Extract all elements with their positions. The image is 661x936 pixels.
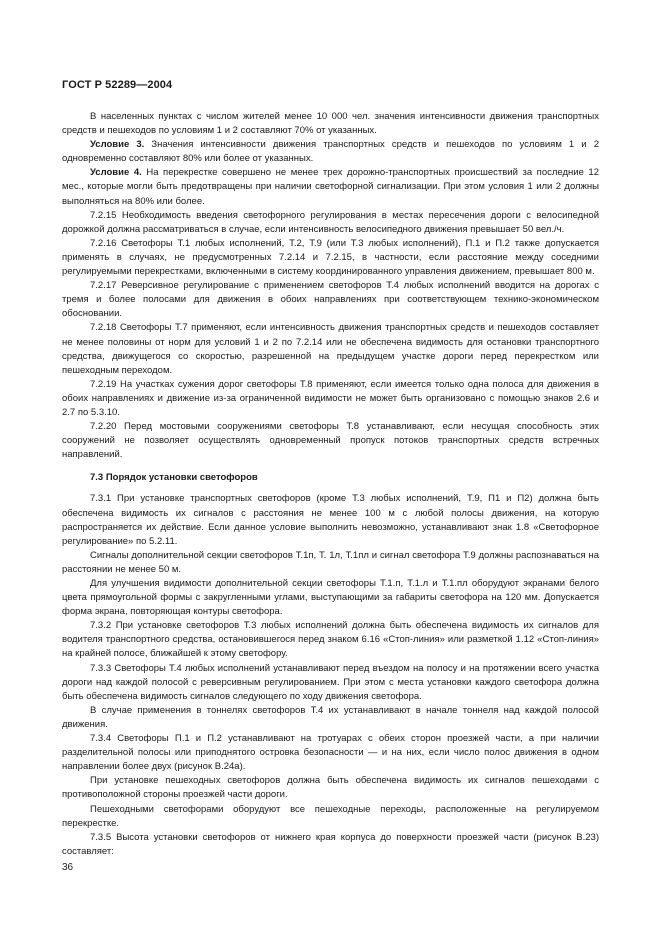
paragraph: 7.2.19 На участках сужения дорог светофоры Т.8 применяют, если имеется только одна полоса для движения в обоих направлениях и движение из-за ограниченной видимости не может быть организовано с помощью знаков 2.6 и 2.7 по 5.3.10. <box>62 378 599 418</box>
page-number: 36 <box>62 862 74 873</box>
paragraph: Пешеходными светофорами оборудуют все пешеходные переходы, расположенные на регулируемом перекрестке. <box>62 803 599 829</box>
document-header: ГОСТ Р 52289—2004 <box>62 79 173 91</box>
paragraph: 7.3.4 Светофоры П.1 и П.2 устанавливают на тротуарах с обеих сторон проезжей части, а при наличии разделительной полосы или приподнятого островка безопасности — и на них, если число полос движения в одном направлении более двух (рисунок В.24а). <box>62 733 599 773</box>
paragraph: 7.2.17 Реверсивное регулирование с применением светофоров Т.4 любых исполнений вводится на дорогах с тремя и более полосами для движения в обоих направлениях при соответствующем технико-экономическом обосновании. <box>62 280 599 320</box>
document-body <box>62 110 599 859</box>
paragraph: 7.3.3 Светофоры Т.4 любых исполнений устанавливают перед въездом на полосу и на протяжении всего участка дороги над каждой полосой с реверсивным регулированием. При этом с места установки каждого светофора должна быть обеспечена видимость сигналов следующего по ходу движения светофора. <box>62 662 599 702</box>
paragraph: Условие 4. На перекрестке совершено не менее трех дорожно-транспортных происшествий за последние 12 мес., которые могли быть предотвращены при наличии светофорной сигнализации. При этом условия 1 или 2 должны выполняться на 80% или более. <box>62 167 599 207</box>
paragraph: В случае применения в тоннелях светофоров Т.4 их устанавливают в начале тоннеля над каждой полосой движения. <box>62 704 599 730</box>
paragraph: 7.3.1 При установке транспортных светофоров (кроме Т.3 любых исполнений, Т.9, П1 и П2) должна быть обеспечена видимость их сигналов с расстояния не менее 100 м с любой полосы движения, на которую распространяется их действие. Если данное условие выполнить невозможно, устанавливают знак 1.8 «Светофорное регулирование» по 5.2.11. <box>62 493 599 547</box>
paragraph: В населенных пунктах с числом жителей менее 10 000 чел. значения интенсивности движения транспортных средств и пешеходов по условиям 1 и 2 составляют 70% от указанных. <box>62 111 599 137</box>
paragraph: 7.3.2 При установке светофоров Т.3 любых исполнений должна быть обеспечена видимость их сигналов для водителя транспортного средства, остановившегося перед знаком 6.16 «Стоп-линия» или разметкой 1.12 «Стоп-линия» на крайней полосе, ближайшей к этому светофору. <box>62 620 599 660</box>
section-heading: 7.3 Порядок установки светофоров <box>90 472 258 484</box>
paragraph: 7.2.20 Перед мостовыми сооружениями светофоры Т.8 устанавливают, если несущая способность этих сооружений не позволяет осуществлять одновременный пропуск потоков транспортных средств встречных направлений. <box>62 421 599 461</box>
condition-label: Условие 3. <box>90 139 145 151</box>
paragraph: 7.2.18 Светофоры Т.7 применяют, если интенсивность движения транспортных средств и пешеходов составляет не менее половины от норм для условий 1 и 2 по 7.2.14 или не обеспечена видимость для остановки транспортного средства, движущегося со скоростью, разрешенной на предыдущем участке дороги перед перекрестком или пешеходным переходом. <box>62 322 599 376</box>
paragraph: 7.3.5 Высота установки светофоров от нижнего края корпуса до поверхности проезжей части (рисунок В.23) составляет: <box>62 831 599 857</box>
paragraph: Условие 3. Значения интенсивности движения транспортных средств и пешеходов по условиям 1 и 2 одновременно составляют 80% или более от указанных. <box>62 139 599 165</box>
paragraph: Для улучшения видимости дополнительной секции светофоры Т.1.п, Т.1.л и Т.1.пл оборудуют экранами белого цвета прямоугольной формы с закругленными углами, выступающими за габариты светофора на 120 мм. Допускается форма экрана, повторяющая контуры светофора. <box>62 578 599 618</box>
paragraph: 7.2.15 Необходимость введения светофорного регулирования в местах пересечения дороги с велосипедной дорожкой должна рассматриваться в случае, если интенсивность велосипедного движения превышает 50 вел./ч. <box>62 209 599 235</box>
paragraph: Сигналы дополнительной секции светофоров Т.1п, Т. 1л, Т.1пл и сигнал светофора Т.9 должны распознаваться на расстоянии не менее 50 м. <box>62 549 599 575</box>
condition-label: Условие 4. <box>90 167 142 179</box>
paragraph: 7.2.16 Светофоры Т.1 любых исполнений, Т.2, Т.9 (или Т.3 любых исполнений), П.1 и П.2 также допускается применять в случаях, не предусмотренных 7.2.14 и 7.2.15, в частности, если расстояние между соседними регулируемыми перекрестками, включенными в систему координированного управления движением, превышает 800 м. <box>62 237 599 278</box>
paragraph: При установке пешеходных светофоров должна быть обеспечена видимость их сигналов пешеходами с противоположной стороны проезжей части дороги. <box>62 775 599 801</box>
